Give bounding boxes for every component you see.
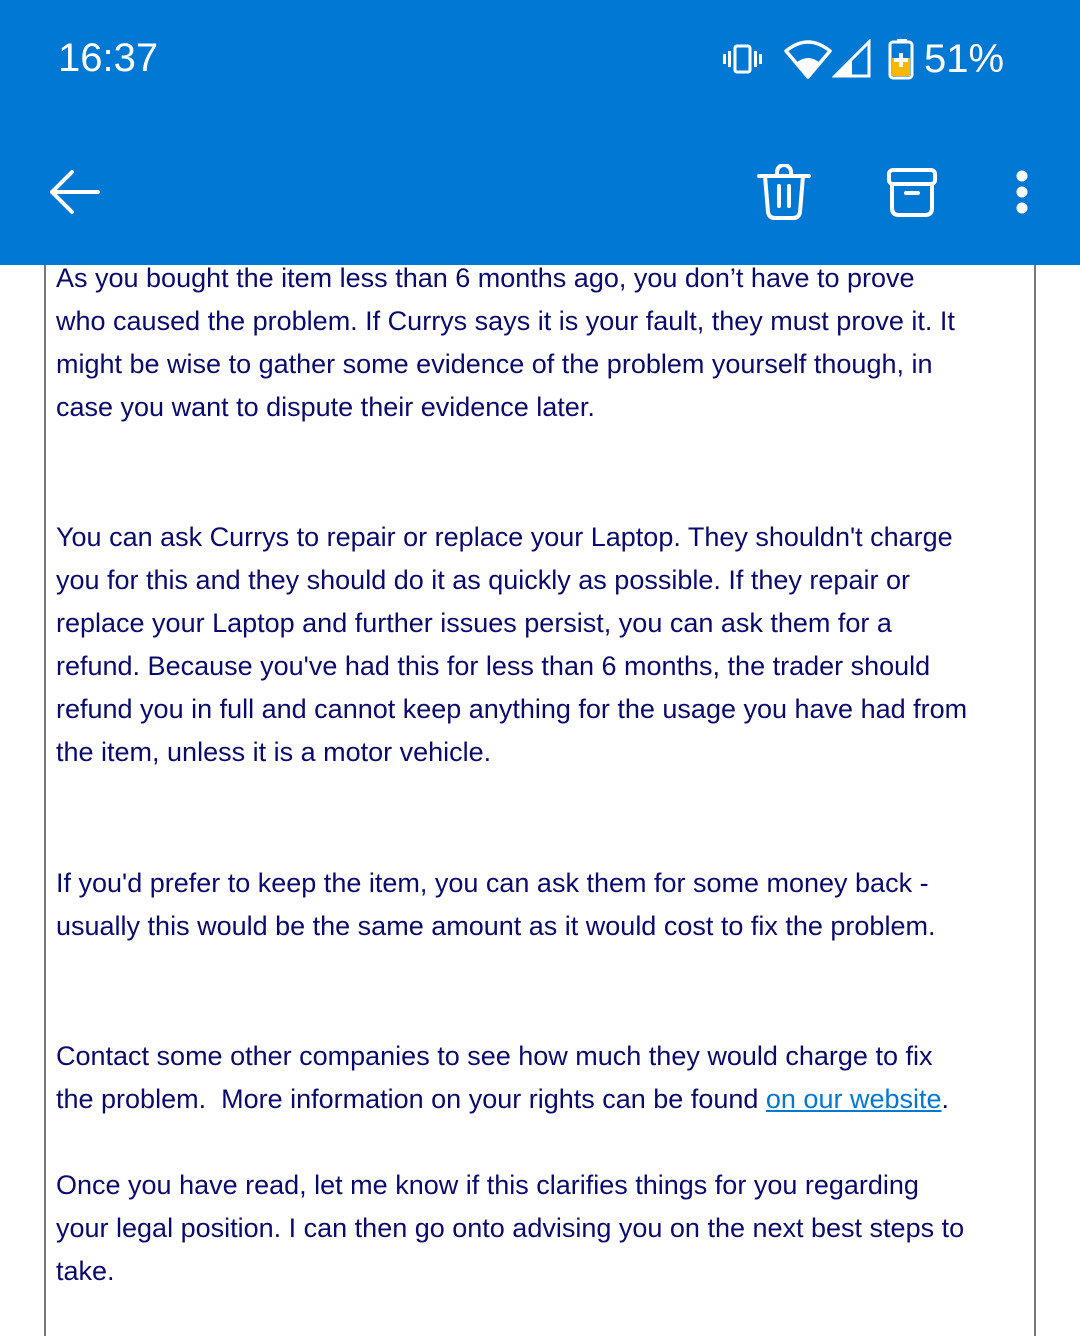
text-line: who caused the problem. If Currys says it is your fault, they must prove it. It: [56, 306, 955, 336]
status-time: 16:37: [58, 36, 159, 80]
more-options-button[interactable]: [1000, 162, 1044, 222]
more-vert-icon: [1015, 169, 1029, 215]
message-paragraph: [56, 1164, 964, 1293]
text-line: [56, 1078, 949, 1121]
text-before-link: the problem. More information on your rights can be found: [56, 1084, 766, 1114]
text-line: As you bought the item less than 6 months ago, you don’t have to prove: [56, 263, 915, 293]
text-line: the item, unless it is a motor vehicle.: [56, 737, 492, 767]
text-line: refund you in full and cannot keep anything for the usage you have had from: [56, 694, 968, 724]
text-line: You can ask Currys to repair or replace your Laptop. They shouldn't charge: [56, 522, 953, 552]
text-line: usually this would be the same amount as it would cost to fix the problem.: [56, 911, 936, 941]
message-paragraph: [56, 862, 935, 948]
battery-charging-icon: [888, 38, 916, 80]
message-paragraph: [56, 257, 955, 429]
status-bar: [0, 0, 1080, 120]
text-line: Contact some other companies to see how much they would charge to fix: [56, 1041, 933, 1071]
text-line: Once you have read, let me know if this clarifies things for you regarding: [56, 1170, 919, 1200]
app-bar: [0, 120, 1080, 265]
wifi-icon: [784, 39, 832, 79]
archive-button[interactable]: [880, 160, 944, 224]
back-button[interactable]: [44, 164, 104, 220]
message-body: [44, 265, 1036, 1336]
message-paragraph: [56, 1035, 949, 1121]
delete-button[interactable]: [752, 160, 816, 224]
status-icons: [722, 36, 1004, 82]
delete-icon: [757, 164, 811, 220]
back-arrow-icon: [48, 170, 100, 214]
vibrate-icon: [722, 44, 764, 74]
battery-percent: 51%: [924, 36, 1005, 81]
text-line: If you'd prefer to keep the item, you can ask them for some money back -: [56, 868, 929, 898]
text-line: replace your Laptop and further issues persist, you can ask them for a: [56, 608, 892, 638]
archive-icon: [887, 166, 937, 218]
signal-icon: [832, 39, 872, 79]
text-after-link: .: [941, 1084, 950, 1114]
message-paragraph: [56, 516, 967, 774]
text-line: you for this and they should do it as quickly as possible. If they repair or: [56, 565, 910, 595]
website-link[interactable]: on our website: [765, 1084, 942, 1114]
text-line: take.: [56, 1256, 115, 1286]
text-line: refund. Because you've had this for less than 6 months, the trader should: [56, 651, 931, 681]
text-line: might be wise to gather some evidence of the problem yourself though, in: [56, 349, 933, 379]
text-line: case you want to dispute their evidence later.: [56, 392, 595, 422]
text-line: your legal position. I can then go onto advising you on the next best steps to: [56, 1213, 965, 1243]
